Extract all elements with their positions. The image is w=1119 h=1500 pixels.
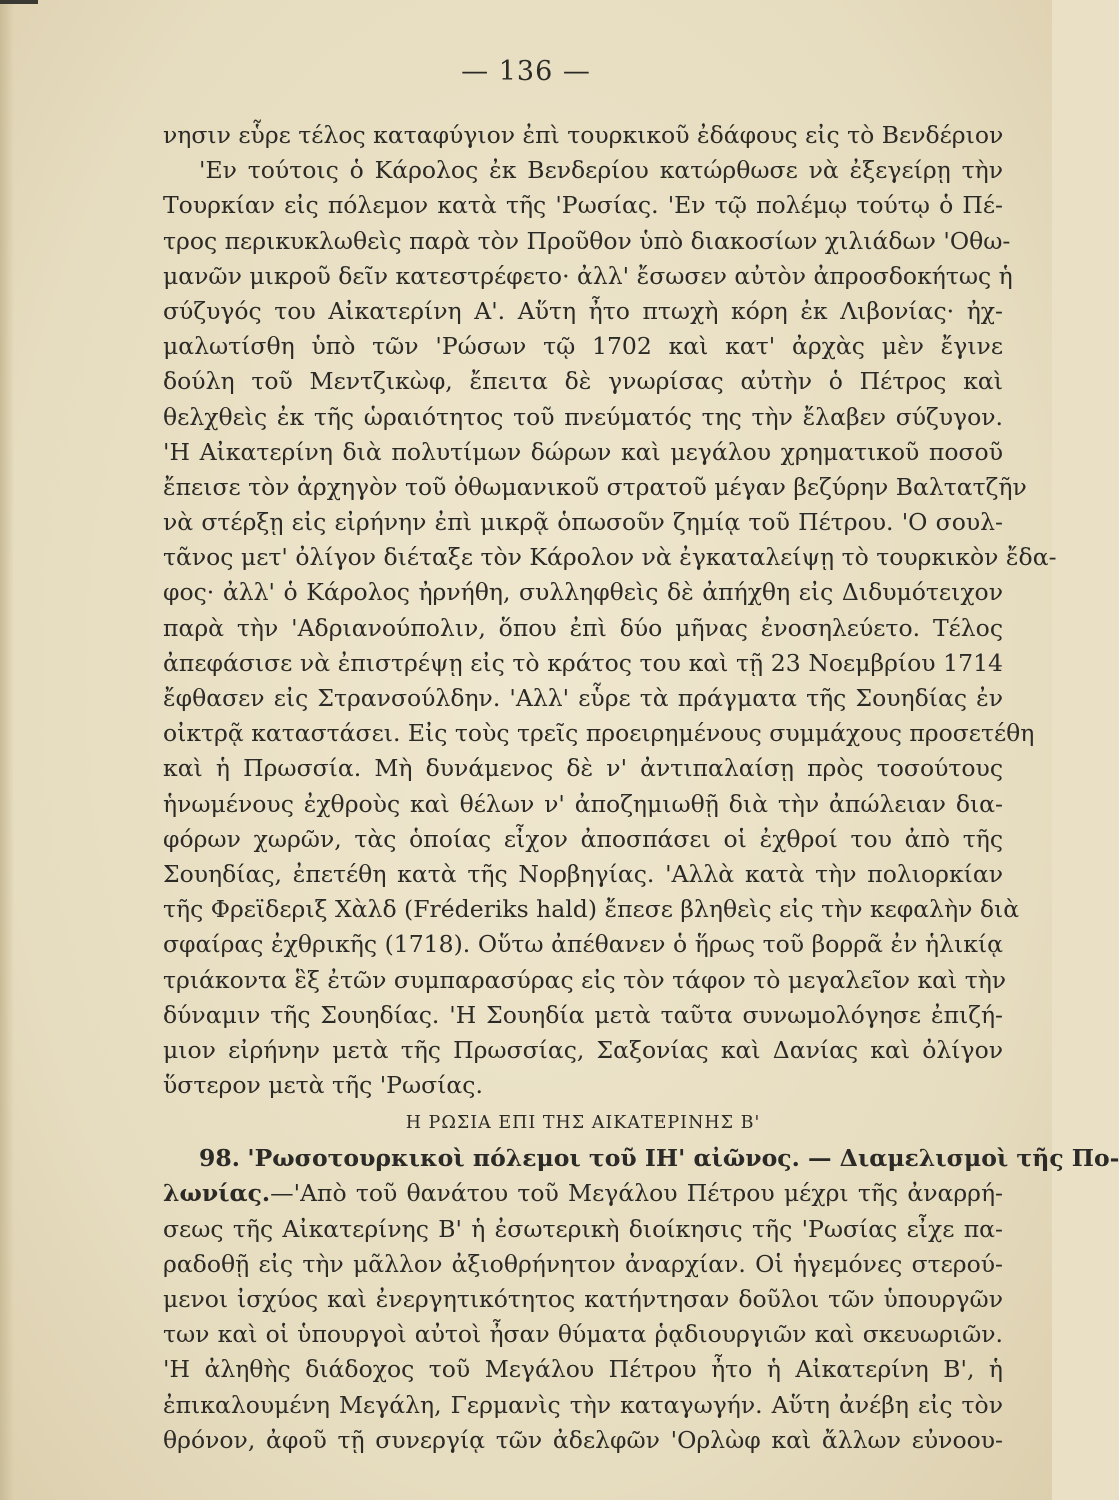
text-line: ἐπικαλουμένη Μεγάλη, Γερμανὶς τὴν καταγωγήν. Αὕτη ἀνέβη εἰς τὸν	[163, 1390, 1003, 1419]
text-line: μαλωτίσθη ὑπὸ τῶν 'Ρώσων τῷ 1702 καὶ κατ' ἀρχὰς μὲν ἔγινε	[163, 332, 1003, 361]
text-block	[163, 118, 1119, 1458]
section-98	[163, 1141, 1119, 1458]
section-title-end: λωνίας.	[163, 1179, 271, 1208]
paragraph-charles-xii	[163, 118, 1057, 1103]
text-line: ραδοθῇ εἰς τὴν μᾶλλον ἀξιοθρήνητον ἀναρχίαν. Οἱ ἡγεμόνες στερού-	[163, 1249, 1003, 1278]
text-line: θελχθεὶς ἐκ τῆς ὡραιότητος τοῦ πνεύματός της τὴν ἔλαβεν σύζυγον.	[163, 402, 1003, 431]
text-line: μανῶν μικροῦ δεῖν κατεστρέφετο· ἀλλ' ἔσωσεν αὐτὸν ἀπροσδοκήτως ἡ	[163, 261, 1013, 290]
text-line: παρὰ τὴν 'Αδριανούπολιν, ὅπου ἐπὶ δύο μῆνας ἐνοσηλεύετο. Τέλος	[163, 613, 1003, 642]
text-line: ἔπεισε τὸν ἀρχηγὸν τοῦ ὀθωμανικοῦ στρατοῦ μέγαν βεζύρην Βαλτατζῆν	[163, 472, 1027, 501]
corner-mark	[0, 0, 38, 4]
text-line: ἀπεφάσισε νὰ ἐπιστρέψῃ εἰς τὸ κράτος του καὶ τῇ 23 Νοεμβρίου 1714	[163, 648, 1003, 677]
text-line: νησιν εὗρε τέλος καταφύγιον ἐπὶ τουρκικοῦ ἐδάφους εἰς τὸ Βενδέριον	[163, 121, 1004, 149]
text-line: δούλη τοῦ Μεντζικὼφ, ἔπειτα δὲ γνωρίσας αὐτὴν ὁ Πέτρος καὶ	[163, 367, 1003, 396]
text-line: τᾶνος μετ' ὀλίγον διέταξε τὸν Κάρολον νὰ ἐγκαταλείψῃ τὸ τουρκικὸν ἔδα-	[163, 543, 1057, 572]
text-line: Τουρκίαν εἰς πόλεμον κατὰ τῆς 'Ρωσίας. 'Εν τῷ πολέμῳ τούτῳ ὁ Πέ-	[163, 191, 1003, 220]
section-title-line	[163, 1141, 1119, 1176]
text-line: ὕστερον μετὰ τῆς 'Ρωσίας.	[163, 1071, 483, 1100]
section-text-start: —'Απὸ τοῦ θανάτου τοῦ Μεγάλου Πέτρου μέχρι τῆς ἀναρρή-	[270, 1179, 1003, 1208]
section-title-line	[163, 1176, 1003, 1211]
text-line: μιον εἰρήνην μετὰ τῆς Πρωσσίας, Σαξονίας καὶ Δανίας καὶ ὀλίγον	[163, 1035, 1003, 1064]
text-line: τῆς Φρεϊδεριξ Χὰλδ (Fréderiks hald) ἔπεσε βληθεὶς εἰς τὴν κεφαλὴν διὰ	[163, 895, 1020, 924]
text-line: των καὶ οἱ ὑπουργοὶ αὐτοὶ ἦσαν θύματα ῥᾳδιουργιῶν καὶ σκευωριῶν.	[163, 1320, 1003, 1349]
text-line: τριάκοντα ἓξ ἐτῶν συμπαρασύρας εἰς τὸν τάφον τὸ μεγαλεῖον καὶ τὴν	[163, 965, 1007, 994]
text-line: φόρων χωρῶν, τὰς ὁποίας εἶχον ἀποσπάσει οἱ ἐχθροί του ἀπὸ τῆς	[163, 824, 1003, 853]
text-line: 'Η Αἰκατερίνη διὰ πολυτίμων δώρων καὶ μεγάλου χρηματικοῦ ποσοῦ	[163, 437, 1003, 466]
text-line: σύζυγός του Αἰκατερίνη Α'. Αὕτη ἦτο πτωχὴ κόρη ἐκ Λιβονίας· ἠχ-	[163, 296, 1003, 325]
page-number: — 136 —	[461, 56, 591, 87]
text-line: σεως τῆς Αἰκατερίνης Β' ἡ ἐσωτερικὴ διοίκησις τῆς 'Ρωσίας εἶχε πα-	[163, 1214, 1003, 1243]
text-line: τρος περικυκλωθεὶς παρὰ τὸν Προῦθον ὑπὸ διακοσίων χιλιάδων 'Οθω-	[163, 226, 1011, 255]
text-line: μενοι ἰσχύος καὶ ἐνεργητικότητος κατήντησαν δοῦλοι τῶν ὑπουργῶν	[163, 1285, 1003, 1313]
text-line: ἔφθασεν εἰς Στρανσούλδην. 'Αλλ' εὗρε τὰ πράγματα τῆς Σουηδίας ἐν	[163, 684, 1003, 712]
page-edge-shadow	[0, 0, 14, 1500]
text-line: θρόνον, ἀφοῦ τῇ συνεργίᾳ τῶν ἀδελφῶν 'Ορλὼφ καὶ ἄλλων εὐνοου-	[163, 1425, 1003, 1454]
section-number: 98.	[199, 1144, 240, 1173]
text-line: φος· ἀλλ' ὁ Κάρολος ἠρνήθη, συλληφθεὶς δὲ ἀπήχθη εἰς Διδυμότειχον	[163, 578, 1003, 607]
text-line: σφαίρας ἐχθρικῆς (1718). Οὕτω ἀπέθανεν ὁ ἥρως τοῦ βορρᾶ ἐν ἡλικίᾳ	[163, 930, 1003, 959]
section-heading: Η ΡΩΣΙΑ ΕΠΙ ΤΗΣ ΑΙΚΑΤΕΡΙΝΗΣ Β'	[405, 1113, 761, 1134]
text-line: καὶ ἡ Πρωσσία. Μὴ δυνάμενος δὲ ν' ἀντιπαλαίσῃ πρὸς τοσούτους	[163, 754, 1003, 783]
text-line: οἰκτρᾷ καταστάσει. Εἰς τοὺς τρεῖς προειρημένους συμμάχους προσετέθη	[163, 719, 1035, 748]
section-title: 'Ρωσοτουρκικοὶ πόλεμοι τοῦ ΙΗ' αἰῶνος. — Διαμελισμοὶ τῆς Πο-	[247, 1144, 1119, 1173]
text-line: ἡνωμένους ἐχθροὺς καὶ θέλων ν' ἀποζημιωθῇ διὰ τὴν ἀπώλειαν δια-	[163, 789, 1003, 818]
text-line: νὰ στέρξῃ εἰς εἰρήνην ἐπὶ μικρᾷ ὁπωσοῦν ζημίᾳ τοῦ Πέτρου. 'Ο σουλ-	[163, 508, 1003, 537]
text-line: δύναμιν τῆς Σουηδίας. 'Η Σουηδία μετὰ ταῦτα συνωμολόγησε ἐπιζή-	[163, 1000, 1003, 1029]
text-line: 'Εν τούτοις ὁ Κάρολος ἐκ Βενδερίου κατώρθωσε νὰ ἐξεγείρῃ τὴν	[199, 156, 1003, 185]
text-line: Σουηδίας, ἐπετέθη κατὰ τῆς Νορβηγίας. 'Αλλὰ κατὰ τὴν πολιορκίαν	[163, 859, 1003, 888]
text-line: 'Η ἀληθὴς διάδοχος τοῦ Μεγάλου Πέτρου ἦτο ἡ Αἰκατερίνη Β', ἡ	[163, 1355, 1003, 1384]
